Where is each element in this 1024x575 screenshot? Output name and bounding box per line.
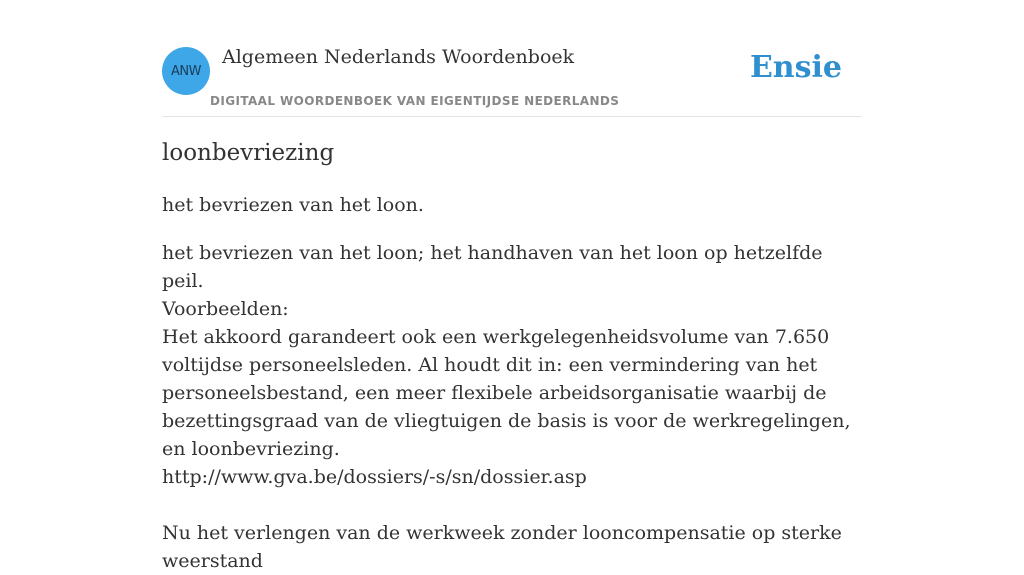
anw-logo[interactable] xyxy=(162,47,210,95)
long-definition: het bevriezen van het loon; het handhaven van het loon op hetzelfde peil. xyxy=(162,242,823,292)
example-source-link[interactable]: http://www.gva.be/dossiers/-s/sn/dossier.asp xyxy=(162,466,587,488)
examples-heading: Voorbeelden: xyxy=(162,298,289,320)
example-text: Het akkoord garandeert ook een werkgelegenheidsvolume van 7.650 voltijdse personeelsleden. Al houdt dit in: een vermindering van het personeelsbestand, een meer flexibele arbeidsorganisatie waarbij de bezettingsgraad van de vliegtuigen de basis is voor de werkregelingen, en loonbevriezing. xyxy=(162,326,851,460)
ensie-brand-link[interactable]: Ensie xyxy=(749,50,842,85)
logo-text: ANW xyxy=(171,63,201,79)
examples-section xyxy=(162,295,862,575)
page-container xyxy=(162,0,862,572)
site-header xyxy=(162,0,862,117)
example-spacer xyxy=(162,491,862,519)
example-text: Nu het verlengen van de werkweek zonder looncompensatie op sterke weerstand xyxy=(162,522,842,572)
site-title[interactable]: Algemeen Nederlands Woordenboek xyxy=(222,46,575,68)
short-definition: het bevriezen van het loon. xyxy=(162,194,424,216)
entry-word: loonbevriezing xyxy=(162,140,335,166)
site-subtitle: DIGITAAL WOORDENBOEK VAN EIGENTIJDSE NEDERLANDS xyxy=(210,94,620,108)
